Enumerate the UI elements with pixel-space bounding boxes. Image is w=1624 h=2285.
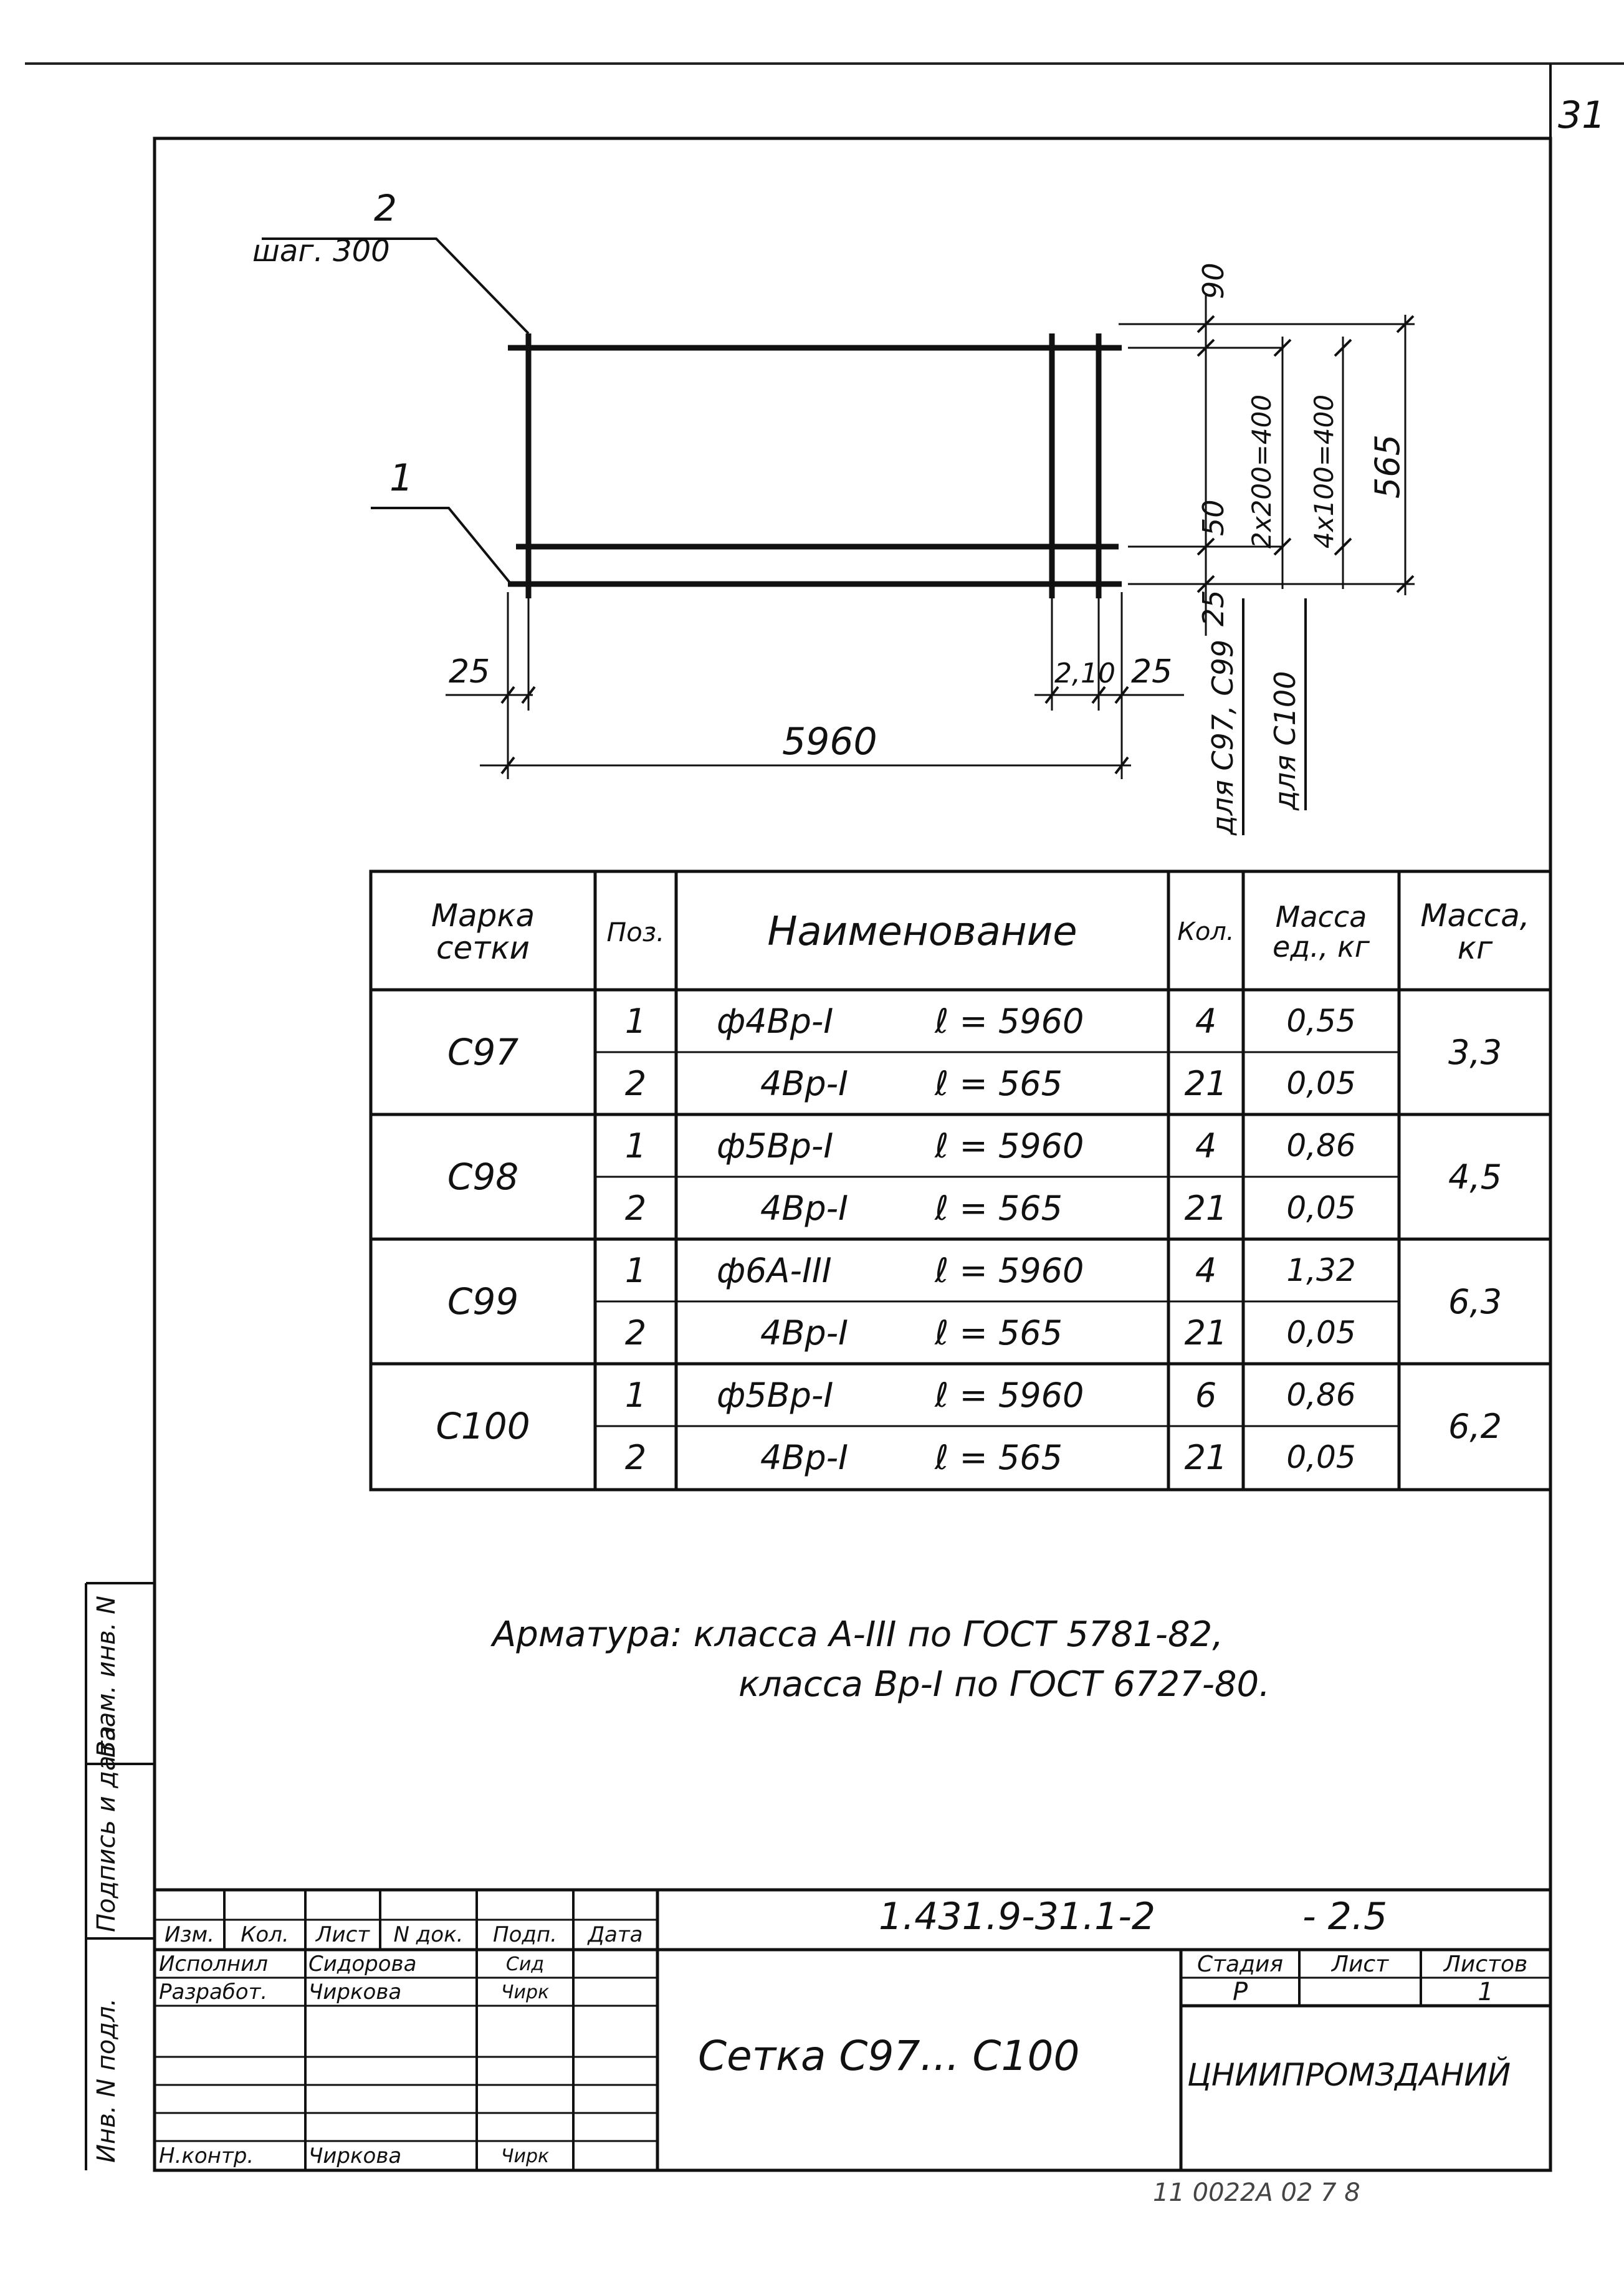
row-length: ℓ = 565 <box>935 1063 1063 1103</box>
row-name: 4Вр-I <box>760 1437 849 1477</box>
row-qty: 4 <box>1195 1250 1217 1290</box>
stamp-inv-no: Инв. N подл. <box>92 1998 121 2163</box>
stage-label: Стадия <box>1197 1951 1284 1977</box>
row-unit-mass: 0,05 <box>1286 1190 1356 1226</box>
row-pos: 2 <box>624 1063 647 1103</box>
label-c97-c99: для С97, С99 <box>1206 639 1239 835</box>
row-qty: 4 <box>1195 1001 1217 1041</box>
dim-total-width: 565 <box>1368 434 1407 499</box>
row-name: 4Вр-I <box>760 1063 849 1103</box>
row-pos: 1 <box>624 1250 647 1290</box>
tb-role: Исполнил <box>159 1952 268 1976</box>
tb-person: Сидорова <box>308 1952 417 1976</box>
total-mass-c99: 6,3 <box>1448 1281 1502 1321</box>
row-qty: 21 <box>1184 1313 1228 1353</box>
dim-bottom-offset: 25 <box>1197 590 1230 626</box>
title-name: Сетка С97... С100 <box>698 2032 1080 2080</box>
tb-sign: Чирк <box>500 1981 550 2003</box>
total-mass-c100: 6,2 <box>1448 1406 1502 1446</box>
row-pos: 1 <box>624 1126 647 1166</box>
tb-col-sign: Подп. <box>493 1922 557 1947</box>
total-mass-c97: 3,3 <box>1448 1032 1502 1072</box>
tb-role: Разработ. <box>159 1980 268 2005</box>
tb-col-kol: Кол. <box>241 1922 289 1947</box>
th-mark-text: Марка сетки <box>431 897 535 966</box>
sheets-value: 1 <box>1478 1978 1494 2006</box>
dim-spacing-c97-c99: 2х200=400 <box>1246 394 1277 548</box>
tb-person: Чиркова <box>308 2144 402 2168</box>
tb-col-date: Дата <box>588 1922 643 1947</box>
tb-col-izm: Изм. <box>165 1922 214 1947</box>
row-length: ℓ = 5960 <box>935 1375 1084 1415</box>
row-qty: 4 <box>1195 1126 1217 1166</box>
row-name: 4Вр-I <box>760 1188 849 1228</box>
mark-c100: С100 <box>436 1405 530 1447</box>
sheets-label: Листов <box>1443 1951 1528 1977</box>
row-unit-mass: 0,86 <box>1286 1377 1356 1413</box>
row-length: ℓ = 5960 <box>935 1001 1084 1041</box>
row-name: ф5Вр-I <box>717 1375 834 1415</box>
row-pos: 2 <box>624 1437 647 1477</box>
th-unit-mass-text: Масса ед., кг <box>1273 899 1370 964</box>
row-length: ℓ = 5960 <box>935 1250 1084 1290</box>
tb-person: Чиркова <box>308 1980 402 2005</box>
row-pos: 2 <box>624 1188 647 1228</box>
dim-total-length: 5960 <box>782 720 877 764</box>
mark-c97: С97 <box>447 1031 519 1073</box>
sheet-number: 31 <box>1558 93 1606 137</box>
note-line-2: класса Вр-I по ГОСТ 6727-80. <box>738 1664 1270 1705</box>
title-code: 1.431.9-31.1-2 <box>879 1895 1156 1938</box>
row-name: ф6А-III <box>717 1250 832 1290</box>
row-length: ℓ = 565 <box>935 1188 1063 1228</box>
row-length: ℓ = 565 <box>935 1437 1063 1477</box>
th-unit-mass <box>1244 876 1398 988</box>
stamp-inv-replace: Взам. инв. N <box>92 1596 121 1758</box>
callout-2-step: шаг. 300 <box>252 234 390 269</box>
row-length: ℓ = 5960 <box>935 1126 1084 1166</box>
total-mass-c98: 4,5 <box>1448 1157 1502 1197</box>
dim-left-offset: 25 <box>449 653 490 691</box>
row-pos: 1 <box>624 1001 647 1041</box>
th-total-mass-text: Масса, кг <box>1420 897 1530 966</box>
tb-col-doc: N док. <box>393 1922 464 1947</box>
dim-mid-gap: 50 <box>1197 499 1230 536</box>
th-pos: Поз. <box>606 916 665 947</box>
tb-col-list: Лист <box>315 1922 370 1947</box>
sheet-label: Лист <box>1331 1951 1389 1977</box>
callout-1-pos: 1 <box>389 456 414 500</box>
row-qty: 21 <box>1184 1188 1228 1228</box>
row-qty: 6 <box>1195 1375 1217 1415</box>
tb-role: Н.контр. <box>159 2144 254 2168</box>
row-unit-mass: 0,55 <box>1286 1003 1356 1039</box>
row-unit-mass: 0,05 <box>1286 1315 1356 1351</box>
th-name: Наименование <box>767 909 1077 955</box>
footer-mark: 11 0022А 02 7 8 <box>1153 2178 1360 2207</box>
th-total-mass <box>1400 876 1550 988</box>
title-org: ЦНИИПРОМЗДАНИЙ <box>1187 2057 1511 2093</box>
callout-2-pos: 2 <box>374 187 397 229</box>
row-qty: 21 <box>1184 1437 1228 1477</box>
label-c100: для С100 <box>1268 671 1302 810</box>
dim-top-offset: 90 <box>1197 262 1230 299</box>
dim-spacing-c100: 4х100=400 <box>1309 394 1339 548</box>
stage-value: Р <box>1232 1978 1248 2006</box>
row-name: 4Вр-I <box>760 1313 849 1353</box>
row-unit-mass: 1,32 <box>1286 1252 1356 1288</box>
title-sheet-code: - 2.5 <box>1302 1895 1388 1938</box>
row-unit-mass: 0,05 <box>1286 1065 1356 1101</box>
tb-sign: Чирк <box>500 2145 550 2167</box>
mark-c98: С98 <box>447 1156 519 1198</box>
stamp-sign-date: Подпись и дата <box>92 1725 121 1932</box>
row-qty: 21 <box>1184 1063 1228 1103</box>
mark-c99: С99 <box>447 1280 519 1323</box>
row-pos: 1 <box>624 1375 647 1415</box>
row-name: ф5Вр-I <box>717 1126 834 1166</box>
dim-right-spacing: 2,10 <box>1054 658 1115 689</box>
note-line-1: Арматура: класса А-III по ГОСТ 5781-82, <box>492 1614 1224 1655</box>
sheet-value <box>1301 1979 1420 2005</box>
row-pos: 2 <box>624 1313 647 1353</box>
th-qty: Кол. <box>1177 917 1235 946</box>
row-unit-mass: 0,86 <box>1286 1128 1356 1164</box>
row-length: ℓ = 565 <box>935 1313 1063 1353</box>
row-unit-mass: 0,05 <box>1286 1439 1356 1475</box>
dim-right-offset: 25 <box>1131 653 1173 691</box>
tb-sign: Сид <box>505 1953 545 1975</box>
row-name: ф4Вр-I <box>717 1001 834 1041</box>
th-mark <box>374 876 592 988</box>
